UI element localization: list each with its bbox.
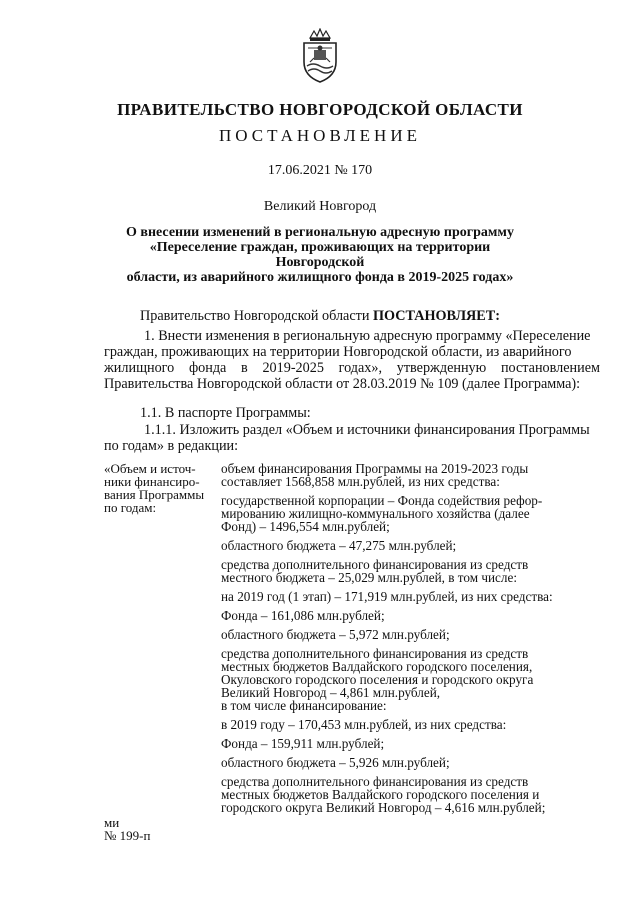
footer-number: № 199-п	[104, 828, 151, 843]
subject-line: области, из аварийного жилищного фонда в 2019-2025 годах»	[126, 270, 514, 285]
funding-item	[221, 647, 601, 712]
funding-line: средства дополнительного финансирования из средств	[221, 646, 529, 661]
paragraph-line: граждан, проживающих на территории Новгородской области, из аварийного	[104, 344, 572, 360]
paragraph-1-1: 1.1. В паспорте Программы:	[140, 405, 311, 421]
funding-line: областного бюджета – 5,926 млн.рублей;	[221, 755, 450, 770]
paragraph-line: 1. Внести изменения в региональную адресную программу «Переселение	[144, 328, 591, 344]
paragraph-line: жилищного фонда в 2019-2025 годах», утвержденную постановлением	[104, 360, 600, 376]
funding-line: городского округа Великий Новгород – 4,616 млн.рублей;	[221, 800, 546, 815]
paragraph-line: по годам» в редакции:	[104, 438, 239, 454]
paragraph-1	[104, 328, 600, 392]
table-left-cell	[104, 462, 216, 514]
funding-item	[221, 462, 601, 488]
funding-line: Фонда – 161,086 млн.рублей;	[221, 608, 385, 623]
government-title: ПРАВИТЕЛЬСТВО НОВГОРОДСКОЙ ОБЛАСТИ	[117, 100, 523, 119]
left-cell-line: по годам:	[104, 500, 157, 515]
resolves-paragraph	[140, 308, 500, 324]
funding-line: местного бюджета – 25,029 млн.рублей, в том числе:	[221, 570, 518, 585]
funding-line: государственной корпорации – Фонда содействия рефор-	[221, 493, 543, 508]
funding-line: на 2019 год (1 этап) – 171,919 млн.рублей, из них средства:	[221, 589, 553, 604]
funding-line: Окуловского городского поселения и городского округа	[221, 672, 534, 687]
funding-line: Фонда – 159,911 млн.рублей;	[221, 736, 385, 751]
resolves-prefix: Правительство Новгородской области	[140, 308, 373, 324]
subject-line: «Переселение граждан, проживающих на территории Новгородской	[149, 240, 491, 270]
left-cell-line: ники финансиро-	[104, 474, 200, 489]
subject-line: О внесении изменений в региональную адресную программу	[126, 225, 514, 240]
paragraph-line: 1.1.1. Изложить раздел «Объем и источники финансирования Программы	[144, 422, 590, 438]
funding-item	[221, 539, 601, 552]
city-name: Великий Новгород	[263, 199, 377, 214]
funding-line: Фонд) – 1496,554 млн.рублей;	[221, 519, 390, 534]
paragraph-line: Правительства Новгородской области от 28.03.2019 № 109 (далее Программа):	[104, 376, 581, 392]
coat-of-arms-icon	[296, 28, 344, 84]
funding-item	[221, 590, 601, 603]
funding-line: местных бюджетов Валдайского городского поселения,	[221, 659, 533, 674]
funding-line: областного бюджета – 47,275 млн.рублей;	[221, 538, 457, 553]
table-right-cell	[221, 462, 601, 820]
funding-item	[221, 609, 601, 622]
funding-item	[221, 775, 601, 814]
funding-line: мированию жилищно-коммунального хозяйства (далее	[221, 506, 530, 521]
left-cell-line: вания Программы	[104, 487, 205, 502]
footer	[104, 816, 150, 842]
left-cell-line: «Объем и источ-	[104, 461, 196, 476]
funding-line: местных бюджетов Валдайского городского поселения и	[221, 787, 540, 802]
document-subject	[110, 225, 530, 285]
funding-item	[221, 756, 601, 769]
funding-item	[221, 494, 601, 533]
date-number: 17.06.2021 № 170	[267, 163, 373, 178]
funding-line: в том числе финансирование:	[221, 698, 387, 713]
document-type: ПОСТАНОВЛЕНИЕ	[218, 126, 421, 145]
paragraph-1-1-1	[104, 422, 600, 454]
footer-initials: ми	[104, 815, 120, 830]
funding-line: в 2019 году – 170,453 млн.рублей, из них средства:	[221, 717, 507, 732]
funding-line: составляет 1568,858 млн.рублей, из них средства:	[221, 474, 500, 489]
funding-line: средства дополнительного финансирования из средств	[221, 557, 529, 572]
resolves-word: ПОСТАНОВЛЯЕТ:	[372, 308, 500, 324]
funding-item	[221, 718, 601, 731]
funding-line: Великий Новгород – 4,861 млн.рублей,	[221, 685, 441, 700]
funding-item	[221, 628, 601, 641]
funding-item	[221, 558, 601, 584]
funding-line: областного бюджета – 5,972 млн.рублей;	[221, 627, 450, 642]
funding-line: средства дополнительного финансирования из средств	[221, 774, 529, 789]
funding-line: объем финансирования Программы на 2019-2023 годы	[221, 461, 529, 476]
funding-item	[221, 737, 601, 750]
